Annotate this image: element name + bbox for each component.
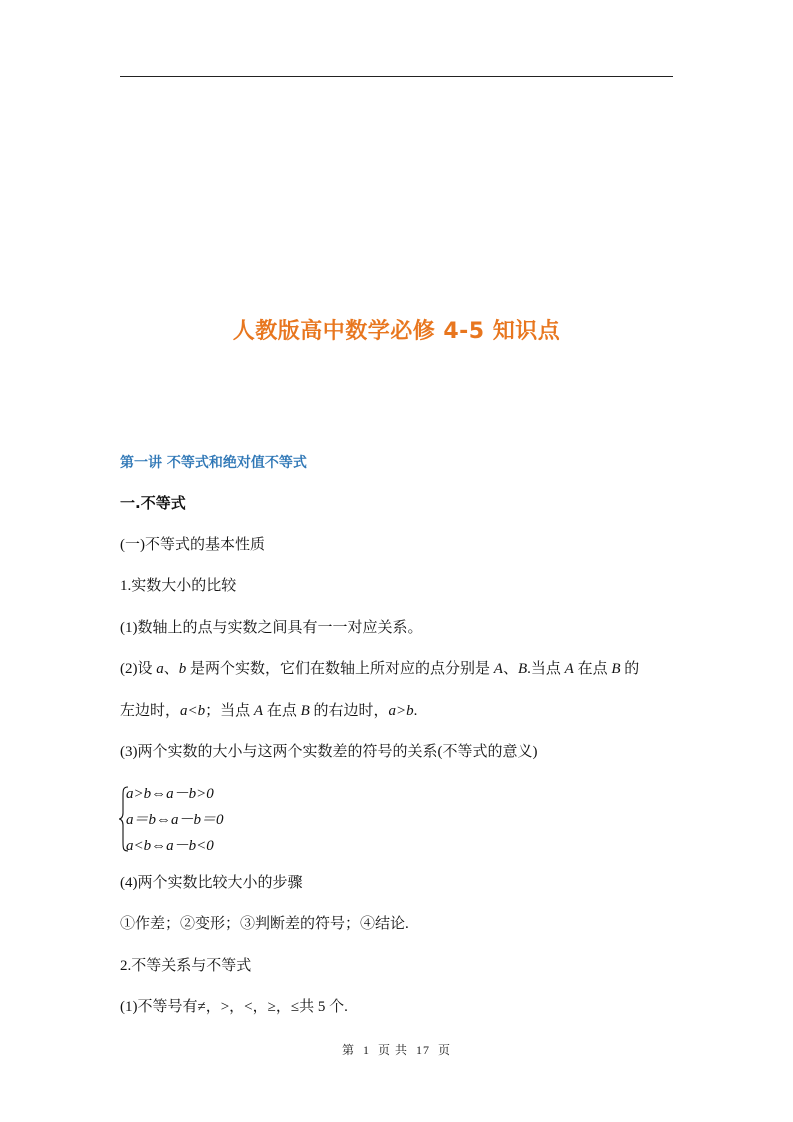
item1-paragraph-2-line2: 左边时，a<b；当点 A 在点 B 的右边时，a>b. (120, 703, 418, 719)
item1-steps: ①作差；②变形；③判断差的符号；④结论. (120, 916, 409, 932)
current-page-number: 1 (362, 1043, 370, 1057)
item1-paragraph-1: (1)数轴上的点与实数之间具有一一对应关系。 (120, 620, 423, 636)
section-heading: 一.不等式 (120, 494, 186, 512)
case-line-3: a<b⇔a－b<0 (126, 838, 214, 854)
total-page-count: 17 (416, 1043, 430, 1057)
subsection-heading: (一)不等式的基本性质 (120, 537, 265, 553)
item2-heading: 2.不等关系与不等式 (120, 958, 252, 974)
case-line-1: a>b⇔a－b>0 (126, 786, 214, 802)
lecture-heading: 第一讲 不等式和绝对值不等式 (120, 455, 307, 471)
header-rule (120, 76, 673, 77)
item1-paragraph-3: (3)两个实数的大小与这两个实数差的符号的关系(不等式的意义) (120, 744, 538, 760)
case-line-2: a＝b⇔a－b＝0 (126, 812, 224, 828)
item1-paragraph-2-line1: (2)设 a、b 是两个实数，它们在数轴上所对应的点分别是 A、B.当点 A 在点 B 的 (120, 661, 640, 677)
item2-paragraph-1: (1)不等号有≠，>，<，≥，≤共 5 个. (120, 999, 348, 1015)
page-footer: 第 1 页 共 17 页 (341, 1043, 452, 1057)
item1-heading: 1.实数大小的比较 (120, 578, 237, 594)
item1-paragraph-4: (4)两个实数比较大小的步骤 (120, 875, 303, 891)
document-title: 人教版高中数学必修 4-5 知识点 (232, 319, 561, 344)
